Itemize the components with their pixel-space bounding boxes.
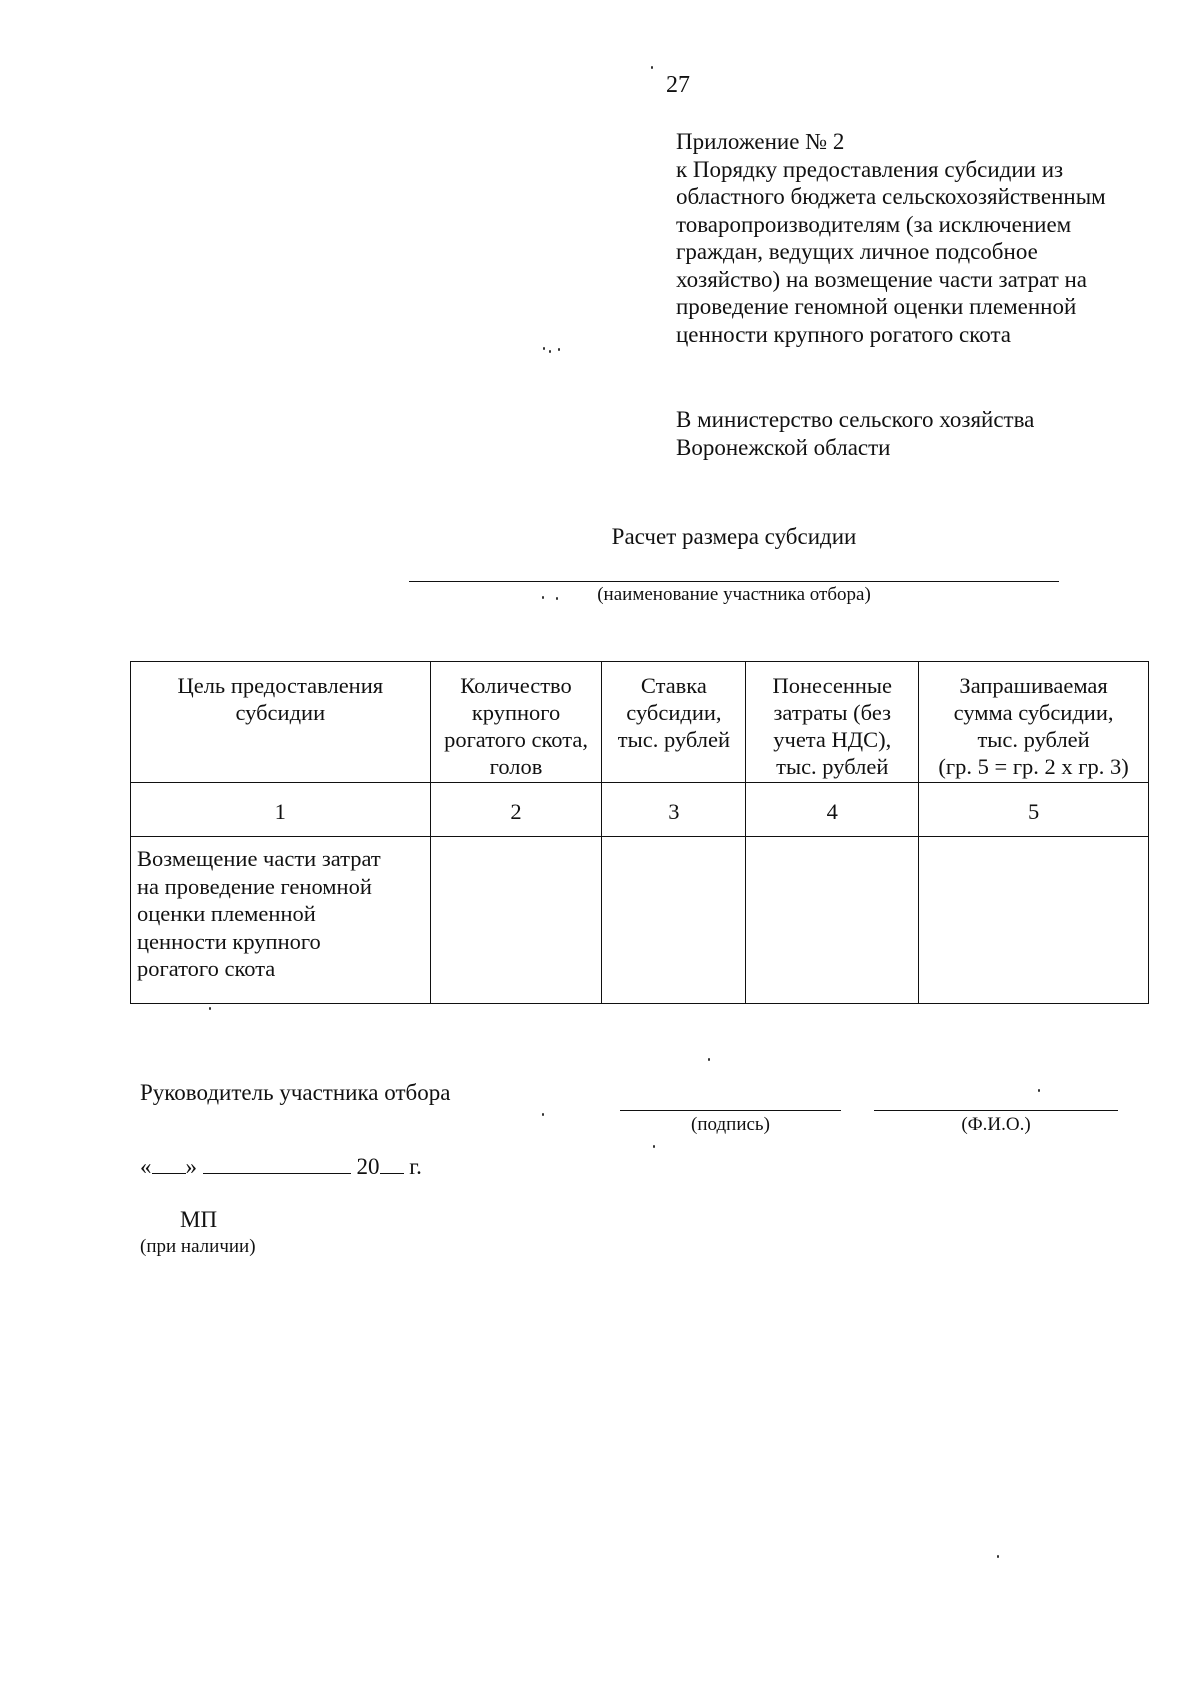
column-number-row bbox=[131, 783, 1149, 837]
appendix-line: к Порядку предоставления субсидии из bbox=[676, 156, 1064, 182]
month-field[interactable] bbox=[203, 1151, 351, 1174]
full-name-line[interactable] bbox=[874, 1110, 1118, 1111]
table-header-row bbox=[131, 662, 1149, 783]
cattle-count-cell[interactable] bbox=[430, 837, 602, 1004]
appendix-line: областного бюджета сельскохозяйственным bbox=[676, 184, 1106, 209]
scan-speck bbox=[542, 1113, 544, 1116]
year-suffix: г. bbox=[409, 1154, 422, 1179]
scan-speck bbox=[542, 596, 544, 599]
signature-line[interactable] bbox=[620, 1110, 841, 1111]
column-number: 4 bbox=[746, 783, 919, 837]
appendix-block bbox=[676, 128, 1143, 348]
addressee-line: Воронежской области bbox=[676, 435, 891, 460]
scan-speck bbox=[543, 347, 545, 350]
calculation-table bbox=[130, 661, 1149, 1004]
year-field[interactable] bbox=[380, 1151, 404, 1174]
subsidy-rate-cell[interactable] bbox=[602, 837, 746, 1004]
header-requested-amount: Запрашиваемая сумма субсидии, тыс. рублей (гр. 5 = гр. 2 х гр. 3) bbox=[919, 662, 1149, 783]
scan-speck bbox=[1038, 1089, 1040, 1092]
requested-amount-cell[interactable] bbox=[919, 837, 1149, 1004]
date-open-quote: « bbox=[140, 1154, 152, 1179]
column-number: 1 bbox=[131, 783, 431, 837]
scan-speck bbox=[651, 66, 653, 69]
year-prefix: 20 bbox=[356, 1154, 380, 1179]
scan-speck bbox=[997, 1555, 999, 1558]
header-goal: Цель предоставления субсидии bbox=[131, 662, 431, 783]
day-field[interactable] bbox=[152, 1151, 186, 1174]
appendix-text bbox=[676, 156, 1143, 349]
scan-speck bbox=[653, 1145, 655, 1148]
header-cattle-count: Количество крупного рогатого скота, голов bbox=[430, 662, 602, 783]
stamp-label: МП bbox=[180, 1207, 218, 1232]
page-number: 27 bbox=[666, 72, 690, 98]
header-subsidy-rate: Ставка субсидии, тыс. рублей bbox=[602, 662, 746, 783]
addressee-block bbox=[676, 406, 1143, 462]
appendix-line: граждан, ведущих личное подсобное bbox=[676, 239, 1038, 264]
scan-speck bbox=[558, 348, 560, 351]
participant-name-field[interactable] bbox=[409, 581, 1059, 582]
column-number: 2 bbox=[430, 783, 602, 837]
scan-speck bbox=[549, 350, 551, 353]
addressee-line: В министерство сельского хозяйства bbox=[676, 407, 1035, 432]
appendix-line: проведение геномной оценки племенной bbox=[676, 294, 1077, 319]
head-label: Руководитель участника отбора bbox=[140, 1080, 451, 1105]
participant-name-caption: (наименование участника отбора) bbox=[597, 584, 871, 605]
appendix-line: ценности крупного рогатого скота bbox=[676, 321, 1011, 347]
scan-speck bbox=[708, 1058, 710, 1061]
stamp-note: (при наличии) bbox=[140, 1236, 256, 1257]
table-row bbox=[131, 837, 1149, 1004]
scan-speck bbox=[556, 597, 558, 600]
signature-caption: (подпись) bbox=[691, 1114, 770, 1135]
appendix-title: Приложение № 2 bbox=[676, 129, 845, 154]
header-incurred-costs: Понесенные затраты (без учета НДС), тыс. рублей bbox=[746, 662, 919, 783]
incurred-costs-cell[interactable] bbox=[746, 837, 919, 1004]
calculation-title: Расчет размера субсидии bbox=[611, 524, 857, 549]
appendix-line: товаропроизводителям (за исключением bbox=[676, 211, 1072, 237]
appendix-line: хозяйство) на возмещение части затрат на bbox=[676, 266, 1088, 292]
column-number: 3 bbox=[602, 783, 746, 837]
date-line bbox=[140, 1151, 422, 1180]
date-close-quote: » bbox=[185, 1154, 197, 1179]
goal-cell: Возмещение части затрат на проведение геномной оценки племенной ценности крупного рогатого скота bbox=[131, 837, 431, 1004]
full-name-caption: (Ф.И.О.) bbox=[961, 1114, 1031, 1135]
column-number: 5 bbox=[919, 783, 1149, 837]
scan-speck bbox=[209, 1007, 211, 1010]
